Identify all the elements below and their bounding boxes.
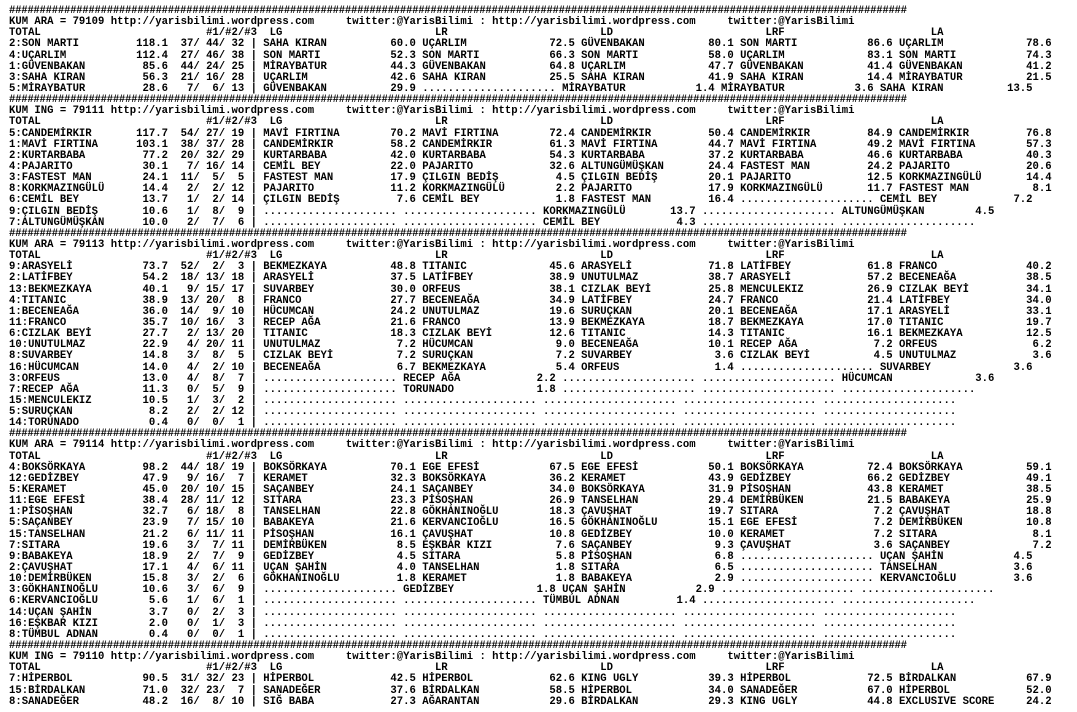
separator-rule: ################################################################################################################################################### <box>9 227 907 240</box>
horse-row-line: 3:FASTEST MAN 24.1 11/ 5/ 5 | FASTEST MAN 17.9 ÇILGIN BEDİŞ 4.5 ÇILGIN BEDİŞ 20.1 PAJARITO 12.5 KORKMAZINGÜLÜ 14.4 <box>9 172 1052 185</box>
separator-rule: ################################################################################################################################################### <box>9 640 907 653</box>
separator-rule: ################################################################################################################################################### <box>9 428 907 441</box>
horse-row-line: 1:GÜVENBAKAN 85.6 44/ 24/ 25 | MİRAYBATUR 44.3 GÜVENBAKAN 64.8 UÇARLIM 47.7 GÜVENBAKAN 41.4 GÜVENBAKAN 41.2 <box>9 60 1052 73</box>
race-header-line: KUM ARA = 79114 http://yarisbilimi.wordpress.com twitter:@YarisBilimi : http://yarisbilimi.wordpress.com twitter:@YarisBilimi <box>9 439 855 452</box>
horse-row-line: 6:CEMİL BEY 13.7 1/ 2/ 14 | ÇILGIN BEDİŞ 7.6 CEMİL BEY 1.8 FASTEST MAN 16.4 ..................... CEMİL BEY 7.2 <box>9 194 1033 207</box>
horse-row-line: 16:HÜCUMCAN 14.0 4/ 2/ 10 | BECENEAĞA 6.7 BEKMEZKAYA 5.4 ORFEUS 1.4 ..................... SUVARBEY 3.6 <box>9 361 1033 374</box>
horse-row-line: 3:SAHA KIRAN 56.3 21/ 16/ 28 | UÇARLIM 42.6 SAHA KIRAN 25.5 SAHA KIRAN 41.9 SAHA KIRAN 14.4 MİRAYBATUR 21.5 <box>9 71 1052 84</box>
column-header-line: TOTAL #1/#2/#3 LG LR LD LRF LA <box>9 450 944 463</box>
separator-rule: ################################################################################################################################################### <box>9 5 907 17</box>
horse-row-line: 5:SURUÇKAN 8.2 2/ 2/ 12 | ..................... ..................... ..................... ..................... ..................... <box>9 406 957 419</box>
horse-row-line: 12:GEDİZBEY 47.9 9/ 16/ 7 | KERAMET 32.3 BOKSÖRKAYA 36.2 KERAMET 43.9 GEDİZBEY 66.2 GEDİZBEY 49.1 <box>9 472 1052 485</box>
horse-row-line: 3:ORFEUS 13.0 4/ 8/ 7 | ..................... RECEP AĞA 2.2 ..................... ..................... HÜCUMCAN 3.6 <box>9 372 995 385</box>
horse-row-line: 1:BECENEAĞA 36.0 14/ 9/ 10 | HÜCUMCAN 24.2 UNUTULMAZ 19.6 SURUÇKAN 20.1 BECENEAĞA 17.1 ARASYELİ 33.1 <box>9 305 1052 318</box>
column-header-line: TOTAL #1/#2/#3 LG LR LD LRF LA <box>9 250 944 263</box>
race-header-line: KUM ARA = 79109 http://yarisbilimi.wordpress.com twitter:@YarisBilimi : http://yarisbilimi.wordpress.com twitter:@YarisBilimi <box>9 16 855 29</box>
horse-row-line: 7:HİPERBOL 90.5 31/ 32/ 23 | HİPERBOL 42.5 HİPERBOL 62.6 KING UGLY 39.3 HİPERBOL 72.5 BİRDALKAN 67.9 <box>9 673 1052 686</box>
horse-row-line: 3:GÖKHANINOĞLU 10.6 3/ 6/ 9 | ..................... GEDİZBEY 1.8 UÇAN ŞAHİN 2.9 ..................... ..................... <box>9 584 995 597</box>
column-header-line: TOTAL #1/#2/#3 LG LR LD LRF LA <box>9 116 944 129</box>
horse-row-line: 1:MAVİ FIRTINA 103.1 38/ 37/ 28 | CANDEMİRKIR 58.2 CANDEMİRKIR 61.3 MAVİ FIRTINA 44.7 MAVİ FIRTINA 49.2 MAVİ FIRTINA 57.3 <box>9 138 1052 151</box>
column-header-line: TOTAL #1/#2/#3 LG LR LD LRF LA <box>9 662 944 675</box>
horse-row-line: 4:BOKSÖRKAYA 98.2 44/ 18/ 19 | BOKSÖRKAYA 70.1 EGE EFESİ 67.5 EGE EFESİ 50.1 BOKSÖRKAYA 72.4 BOKSÖRKAYA 59.1 <box>9 461 1052 474</box>
horse-row-line: 2:KURTARBABA 77.2 20/ 32/ 29 | KURTARBABA 42.0 KURTARBABA 54.3 KURTARBABA 37.2 KURTARBABA 46.6 KURTARBABA 40.3 <box>9 149 1052 162</box>
horse-row-line: 15:MENCULEKIZ 10.5 1/ 3/ 2 | ..................... ..................... ..................... ..................... ..................... <box>9 394 957 407</box>
horse-row-line: 13:BEKMEZKAYA 40.1 9/ 15/ 17 | SUVARBEY 30.0 ORFEUS 38.1 CIZLAK BEYİ 25.8 MENCULEKIZ 26.9 CIZLAK BEYİ 34.1 <box>9 283 1052 296</box>
horse-row-line: 14:UÇAN ŞAHİN 3.7 0/ 2/ 3 | ..................... ..................... ..................... ..................... ..................... <box>9 606 957 619</box>
horse-row-line: 2:ÇAVUŞHAT 17.1 4/ 6/ 11 | UÇAN ŞAHİN 4.0 TANSELHAN 1.8 SITARA 6.5 ..................... TANSELHAN 3.6 <box>9 562 1033 575</box>
horse-row-line: 6:KERVANCIOĞLU 5.6 1/ 6/ 1 | ..................... ..................... TÜMBUL ADNAN 1.4 ..................... ..................... <box>9 595 976 608</box>
horse-row-line: 1:PİSOŞHAN 32.7 6/ 18/ 8 | TANSELHAN 22.8 GÖKHANINOĞLU 18.3 ÇAVUŞHAT 19.7 SITARA 7.2 ÇAVUŞHAT 18.8 <box>9 506 1052 519</box>
race-header-line: KUM ARA = 79113 http://yarisbilimi.wordpress.com twitter:@YarisBilimi : http://yarisbilimi.wordpress.com twitter:@YarisBilimi <box>9 238 855 251</box>
horse-row-line: 4:PAJARITO 30.1 7/ 16/ 14 | CEMİL BEY 22.0 PAJARITO 32.6 ALTUNGÜMÜŞKAN 24.4 FASTEST MAN 24.2 PAJARITO 20.6 <box>9 160 1052 173</box>
horse-row-line: 2:SON MARTI 118.1 37/ 44/ 32 | SAHA KIRAN 60.0 UÇARLIM 72.5 GÜVENBAKAN 80.1 SON MARTI 86.6 UÇARLIM 78.6 <box>9 38 1052 51</box>
horse-row-line: 6:CIZLAK BEYİ 27.7 2/ 13/ 20 | TITANIC 18.3 CIZLAK BEYİ 12.6 TITANIC 14.3 TITANIC 16.1 BEKMEZKAYA 12.5 <box>9 328 1052 341</box>
horse-row-line: 5:SAÇANBEY 23.9 7/ 15/ 10 | BABAKEYA 21.6 KERVANCIOĞLU 16.5 GÖKHANINOĞLU 15.1 EGE EFESİ 7.2 DEMİRBÜKEN 10.8 <box>9 517 1052 530</box>
race-header-line: KUM ING = 79111 http://yarisbilimi.wordpress.com twitter:@YarisBilimi : http://yarisbilimi.wordpress.com twitter:@YarisBilimi <box>9 105 855 118</box>
horse-row-line: 9:BABAKEYA 18.9 2/ 7/ 9 | GEDİZBEY 4.5 SITARA 5.8 PİSOŞHAN 6.8 ..................... UÇAN ŞAHİN 4.5 <box>9 550 1033 563</box>
horse-row-line: 9:ÇILGIN BEDİŞ 10.6 1/ 8/ 9 | ..................... ..................... KORKMAZINGÜLÜ 13.7 ..................... ALTUNGÜMÜŞKAN 4.5 <box>9 205 995 218</box>
horse-row-line: 5:KERAMET 45.0 20/ 10/ 15 | SAÇANBEY 24.1 SAÇANBEY 34.0 BOKSÖRKAYA 31.9 PİSOŞHAN 43.8 KERAMET 38.5 <box>9 484 1052 497</box>
horse-row-line: 5:MİRAYBATUR 28.6 7/ 6/ 13 | GÜVENBAKAN 29.9 ..................... MİRAYBATUR 1.4 MİRAYBATUR 3.6 SAHA KIRAN 13.5 <box>9 82 1033 95</box>
horse-row-line: 8:KORKMAZINGÜLÜ 14.4 2/ 2/ 12 | PAJARITO 11.2 KORKMAZINGÜLÜ 2.2 PAJARITO 17.9 KORKMAZINGÜLÜ 11.7 FASTEST MAN 8.1 <box>9 183 1052 196</box>
horse-row-line: 7:SITARA 19.6 3/ 7/ 11 | DEMİRBÜKEN 8.5 EŞKBAR KIZI 7.6 SAÇANBEY 9.3 ÇAVUŞHAT 3.6 SAÇANBEY 7.2 <box>9 539 1052 552</box>
horse-row-line: 8:SUVARBEY 14.8 3/ 8/ 5 | CIZLAK BEYİ 7.2 SURUÇKAN 7.2 SUVARBEY 3.6 CIZLAK BEYİ 4.5 UNUTULMAZ 3.6 <box>9 350 1052 363</box>
horse-row-line: 7:RECEP AĞA 11.3 0/ 5/ 9 | ..................... TORUNADO 1.8 ..................... ..................... ..................... <box>9 383 976 396</box>
horse-row-line: 16:EŞKBAR KIZI 2.0 0/ 1/ 3 | ..................... ..................... ..................... ..................... ..................... <box>9 617 957 630</box>
horse-row-line: 4:UÇARLIM 112.4 27/ 46/ 38 | SON MARTI 52.3 SON MARTI 66.3 SON MARTI 58.0 UÇARLIM 83.1 SON MARTI 74.3 <box>9 49 1052 62</box>
horse-row-line: 9:ARASYELİ 73.7 52/ 2/ 3 | BEKMEZKAYA 48.8 TITANIC 45.6 ARASYELİ 71.8 LATİFBEY 61.8 FRANCO 40.2 <box>9 261 1052 274</box>
horse-row-line: 2:LATİFBEY 54.2 18/ 13/ 18 | ARASYELİ 37.5 LATİFBEY 38.9 UNUTULMAZ 38.7 ARASYELİ 57.2 BECENEAĞA 38.5 <box>9 272 1052 285</box>
horse-row-line: 15:BİRDALKAN 71.0 32/ 23/ 7 | SANADEĞER 37.6 BİRDALKAN 58.5 HİPERBOL 34.0 SANADEĞER 67.0 HİPERBOL 52.0 <box>9 684 1052 697</box>
horse-row-line: 10:UNUTULMAZ 22.9 4/ 20/ 11 | UNUTULMAZ 7.2 HÜCUMCAN 9.0 BECENEAĞA 10.1 RECEP AĞA 7.2 ORFEUS 6.2 <box>9 339 1052 352</box>
horse-row-line: 15:TANSELHAN 21.2 6/ 11/ 11 | PİSOŞHAN 16.1 ÇAVUŞHAT 10.8 GEDİZBEY 10.0 KERAMET 7.2 SITARA 8.1 <box>9 528 1052 541</box>
horse-row-line: 8:TÜMBUL ADNAN 0.4 0/ 0/ 1 | ..................... ..................... ..................... ..................... ..................... <box>9 628 957 641</box>
separator-rule: ################################################################################################################################################### <box>9 94 907 107</box>
horse-row-line: 10:DEMİRBÜKEN 15.8 3/ 2/ 6 | GÖKHANINOĞLU 1.8 KERAMET 1.8 BABAKEYA 2.9 ..................... KERVANCIOĞLU 3.6 <box>9 573 1033 586</box>
horse-row-line: 8:SANADEĞER 48.2 16/ 8/ 10 | SIĞ BABA 27.3 AĞARANTAN 29.6 BİRDALKAN 29.3 KING UGLY 44.8 EXCLUSIVE SCORE 24.2 <box>9 695 1052 708</box>
horse-row-line: 7:ALTUNGÜMÜŞKAN 10.0 2/ 7/ 6 | ..................... ..................... CEMİL BEY 4.3 ..................... ..................... <box>9 216 976 229</box>
horse-row-line: 4:TITANIC 38.9 13/ 20/ 8 | FRANCO 27.7 BECENEAĞA 34.9 LATİFBEY 24.7 FRANCO 21.4 LATİFBEY 34.0 <box>9 294 1052 307</box>
column-header-line: TOTAL #1/#2/#3 LG LR LD LRF LA <box>9 27 944 40</box>
horse-row-line: 11:FRANCO 35.7 10/ 16/ 3 | RECEP AĞA 21.6 FRANCO 13.9 BEKMEZKAYA 18.7 BEKMEZKAYA 17.0 TITANIC 19.7 <box>9 316 1052 329</box>
race-header-line: KUM ING = 79110 http://yarisbilimi.wordpress.com twitter:@YarisBilimi : http://yarisbilimi.wordpress.com twitter:@YarisBilimi <box>9 651 855 664</box>
horse-row-line: 14:TORUNADO 0.4 0/ 0/ 1 | ..................... ..................... ..................... ..................... ..................... <box>9 417 957 430</box>
horse-row-line: 5:CANDEMİRKIR 117.7 54/ 27/ 19 | MAVİ FIRTINA 70.2 MAVİ FIRTINA 72.4 CANDEMİRKIR 50.4 CANDEMİRKIR 84.9 CANDEMİRKIR 76.8 <box>9 127 1052 140</box>
horse-row-line: 11:EGE EFESİ 38.4 28/ 11/ 12 | SITARA 23.3 PİSOŞHAN 26.9 TANSELHAN 29.4 DEMİRBÜKEN 21.5 BABAKEYA 25.9 <box>9 495 1052 508</box>
